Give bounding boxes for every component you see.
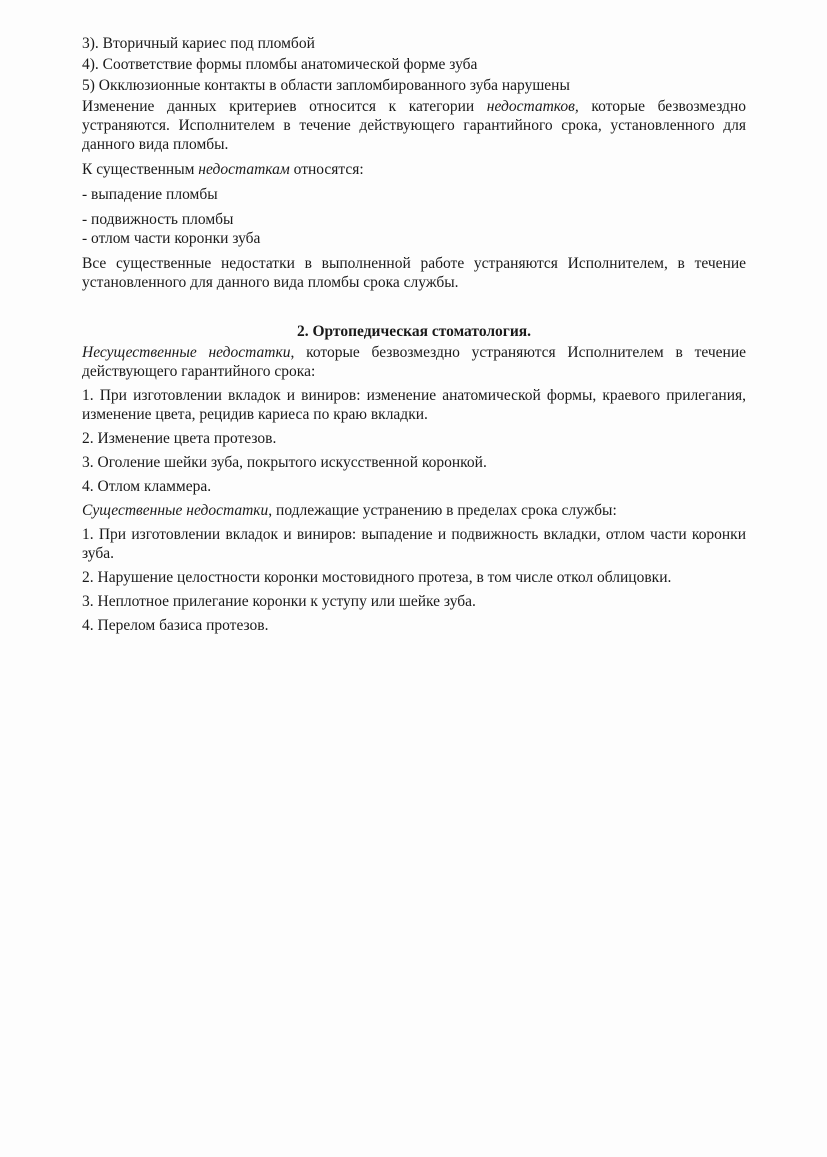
major-defects-emphasis: Существенные недостатки xyxy=(82,502,269,519)
change-criteria-before: Изменение данных критериев относится к категории xyxy=(82,98,487,115)
minor-defects-after: , которые безвозмездно устраняются Исполнителем в течение действующего гарантийного срока: xyxy=(82,344,746,380)
section-2-title: 2. Ортопедическая стоматология. xyxy=(296,323,532,340)
essential-item-2: - подвижность пломбы xyxy=(82,211,234,228)
minor-defects-emphasis: Несущественные недостатки xyxy=(82,344,291,361)
major-item-4: 4. Перелом базиса протезов. xyxy=(82,617,269,634)
essential-intro-after: относятся: xyxy=(289,161,364,178)
change-criteria-after: которые безвозмездно устраняются. Исполнителем в течение действующего гарантийного срока, установленного для данного вида пломбы. xyxy=(82,98,746,153)
essential-intro-before: К существенным xyxy=(82,161,199,178)
change-criteria-paragraph xyxy=(82,97,746,154)
essential-intro-emphasis: недостаткам xyxy=(198,161,290,178)
major-defects-after: , подлежащие устранению в пределах срока службы: xyxy=(268,502,617,519)
intro-item-5: 5) Окклюзионные контакты в области запломбированного зуба нарушены xyxy=(82,77,570,94)
essential-item-3: - отлом части коронки зуба xyxy=(82,230,261,247)
minor-item-3: 3. Оголение шейки зуба, покрытого искусственной коронкой. xyxy=(82,454,487,471)
minor-item-1: 1. При изготовлении вкладок и виниров: изменение анатомической формы, краевого прилегания, изменение цвета, рецидив кариеса по краю вкладки. xyxy=(82,387,746,423)
essential-intro xyxy=(82,160,746,179)
intro-item-3: 3). Вторичный кариес под пломбой xyxy=(82,35,315,52)
minor-item-2: 2. Изменение цвета протезов. xyxy=(82,430,277,447)
major-item-1: 1. При изготовлении вкладок и виниров: выпадение и подвижность вкладки, отлом части коронки зуба. xyxy=(82,526,746,562)
document-body xyxy=(82,34,746,635)
major-item-2: 2. Нарушение целостности коронки мостовидного протеза, в том числе откол облицовки. xyxy=(82,569,672,586)
essential-item-1: - выпадение пломбы xyxy=(82,186,218,203)
minor-defects-intro xyxy=(82,343,746,381)
intro-item-4: 4). Соответствие формы пломбы анатомической форме зуба xyxy=(82,56,478,73)
major-defects-intro xyxy=(82,501,746,520)
essential-summary: Все существенные недостатки в выполненной работе устраняются Исполнителем, в течение установленного для данного вида пломбы срока службы. xyxy=(82,255,746,291)
major-item-3: 3. Неплотное прилегание коронки к уступу или шейке зуба. xyxy=(82,593,476,610)
change-criteria-emphasis: недостатков, xyxy=(486,98,579,115)
minor-item-4: 4. Отлом кламмера. xyxy=(82,478,212,495)
